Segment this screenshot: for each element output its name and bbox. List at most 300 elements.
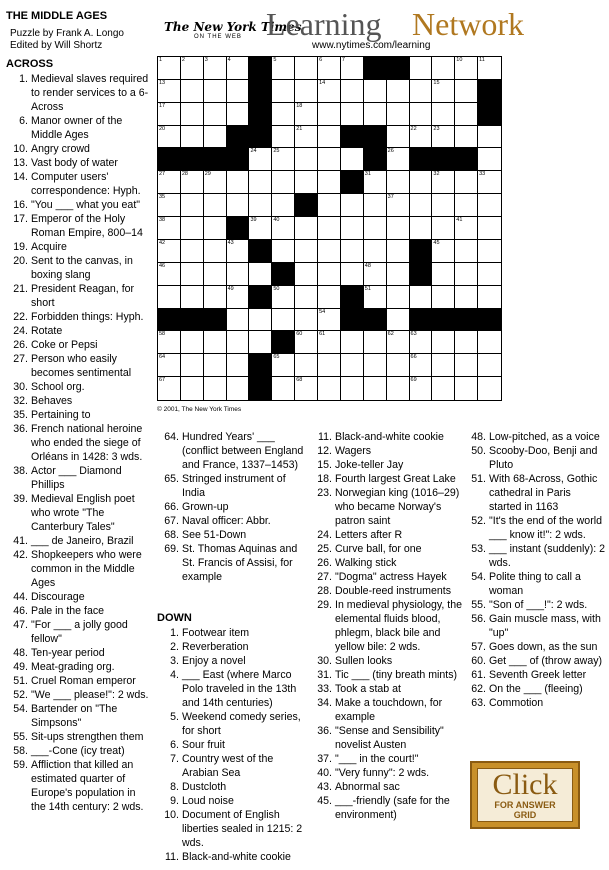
grid-cell[interactable] [227, 80, 250, 103]
answer-grid-button[interactable] [470, 761, 580, 829]
grid-cell[interactable] [432, 377, 455, 400]
clue-number-label: 10. [164, 809, 179, 821]
grid-cell[interactable] [478, 354, 501, 377]
clue-text: Enjoy a novel [182, 655, 246, 667]
grid-cell[interactable] [364, 240, 387, 263]
grid-cell[interactable] [295, 309, 318, 332]
grid-cell[interactable] [387, 263, 410, 286]
grid-cell[interactable] [410, 331, 433, 354]
clue-text: Stringed instrument of India [182, 473, 286, 499]
clue-number: 4 [227, 57, 231, 63]
grid-cell[interactable] [158, 194, 181, 217]
grid-cell[interactable] [249, 217, 272, 240]
grid-cell[interactable] [318, 377, 341, 400]
grid-cell[interactable] [387, 126, 410, 149]
clue-text: "Son of ___!": 2 wds. [489, 599, 588, 611]
grid-cell[interactable] [364, 103, 387, 126]
clue-text: Affliction that killed an estimated quarter of Europe's population in the 14th century: 2 wds. [31, 759, 144, 813]
clue-number-label: 52. [13, 689, 28, 701]
grid-cell[interactable] [341, 331, 364, 354]
clue-number-label: 36. [13, 423, 28, 435]
grid-cell[interactable] [272, 126, 295, 149]
grid-cell[interactable] [181, 126, 204, 149]
across-clue [0, 604, 150, 618]
black-square [341, 171, 364, 194]
grid-cell[interactable] [341, 217, 364, 240]
down-clue [157, 640, 307, 654]
grid-cell[interactable] [364, 80, 387, 103]
clue-number-label: 26. [317, 557, 332, 569]
across-clue [157, 528, 307, 542]
grid-cell[interactable] [387, 148, 410, 171]
grid-cell[interactable] [455, 354, 478, 377]
black-square [249, 126, 272, 149]
grid-cell[interactable] [432, 286, 455, 309]
across-clue [0, 338, 150, 352]
clue-number-label: 10. [13, 143, 28, 155]
grid-cell[interactable] [249, 194, 272, 217]
down-clue [466, 640, 606, 654]
grid-cell[interactable] [341, 377, 364, 400]
grid-cell[interactable] [455, 171, 478, 194]
grid-cell[interactable] [318, 171, 341, 194]
grid-cell[interactable] [204, 57, 227, 80]
clue-text: French national heroine who ended the siege of Orléans in 1428: 3 wds. [31, 423, 143, 463]
grid-cell[interactable] [272, 309, 295, 332]
grid-cell[interactable] [432, 80, 455, 103]
grid-cell[interactable] [158, 263, 181, 286]
grid-cell[interactable] [272, 103, 295, 126]
clue-text: "It's the end of the world ___ know it!": 2 wds. [489, 515, 602, 541]
grid-cell[interactable] [410, 354, 433, 377]
clue-number-label: 47. [13, 619, 28, 631]
black-square [249, 377, 272, 400]
grid-cell[interactable] [318, 331, 341, 354]
grid-cell[interactable] [455, 194, 478, 217]
grid-cell[interactable] [387, 171, 410, 194]
grid-cell[interactable] [432, 171, 455, 194]
clue-number: 5 [273, 57, 277, 63]
across-clue [0, 310, 150, 324]
grid-label: GRID [513, 810, 537, 820]
clue-number: 68 [296, 377, 303, 384]
grid-cell[interactable] [387, 217, 410, 240]
click-label: Click [492, 768, 558, 801]
learning-network-logo[interactable] [160, 4, 602, 56]
clue-number: 54 [319, 308, 326, 315]
clue-number: 50 [273, 285, 280, 292]
down-clues-column-1 [312, 430, 462, 822]
grid-cell[interactable] [432, 331, 455, 354]
clue-text: Get ___ of (throw away) [489, 655, 603, 667]
grid-cell[interactable] [204, 103, 227, 126]
grid-cell[interactable] [387, 240, 410, 263]
grid-cell[interactable] [318, 309, 341, 332]
grid-cell[interactable] [364, 331, 387, 354]
grid-cell[interactable] [432, 263, 455, 286]
clue-number-label: 38. [13, 465, 28, 477]
grid-cell[interactable] [387, 194, 410, 217]
grid-cell[interactable] [227, 240, 250, 263]
grid-cell[interactable] [295, 217, 318, 240]
answer-grid-button-face[interactable] [477, 768, 573, 822]
grid-cell[interactable] [295, 126, 318, 149]
grid-cell[interactable] [204, 286, 227, 309]
grid-cell[interactable] [158, 103, 181, 126]
across-clue [0, 254, 150, 282]
grid-cell[interactable] [272, 194, 295, 217]
grid-cell[interactable] [204, 126, 227, 149]
down-clue [466, 682, 606, 696]
grid-cell[interactable] [295, 331, 318, 354]
clue-number-label: 1. [19, 73, 28, 85]
grid-cell[interactable] [272, 57, 295, 80]
grid-cell[interactable] [341, 240, 364, 263]
site-url[interactable]: www.nytimes.com/learning [312, 40, 431, 51]
clue-number: 35 [159, 194, 166, 201]
grid-cell[interactable] [318, 126, 341, 149]
grid-cell[interactable] [432, 57, 455, 80]
grid-cell[interactable] [364, 377, 387, 400]
clue-number: 31 [364, 171, 371, 178]
grid-cell[interactable] [432, 194, 455, 217]
clue-text: Make a touchdown, for example [335, 697, 443, 723]
logo-network-text: Network [412, 6, 524, 42]
clue-number-label: 57. [471, 641, 486, 653]
clue-number-label: 48. [471, 431, 486, 443]
clue-number-label: 42. [13, 549, 28, 561]
grid-cell[interactable] [158, 331, 181, 354]
grid-cell[interactable] [158, 240, 181, 263]
grid-cell[interactable] [364, 194, 387, 217]
grid-cell[interactable] [227, 263, 250, 286]
grid-cell[interactable] [432, 240, 455, 263]
grid-cell[interactable] [410, 103, 433, 126]
grid-cell[interactable] [158, 80, 181, 103]
grid-cell[interactable] [478, 286, 501, 309]
grid-cell[interactable] [364, 217, 387, 240]
grid-cell[interactable] [455, 57, 478, 80]
down-clue [312, 542, 462, 556]
grid-cell[interactable] [455, 377, 478, 400]
grid-cell[interactable] [227, 286, 250, 309]
clue-text: Polite thing to call a woman [489, 571, 581, 597]
across-clue [157, 500, 307, 514]
down-clue [466, 696, 606, 710]
grid-cell[interactable] [410, 57, 433, 80]
puzzle-title: THE MIDDLE AGES [6, 10, 108, 22]
grid-cell[interactable] [295, 286, 318, 309]
black-square [341, 309, 364, 332]
grid-cell[interactable] [455, 286, 478, 309]
grid-cell[interactable] [204, 331, 227, 354]
clue-number-label: 33. [317, 683, 332, 695]
grid-cell[interactable] [227, 331, 250, 354]
across-clue [0, 660, 150, 674]
black-square [249, 103, 272, 126]
grid-cell[interactable] [341, 263, 364, 286]
grid-cell[interactable] [410, 217, 433, 240]
grid-cell[interactable] [318, 148, 341, 171]
grid-cell[interactable] [318, 57, 341, 80]
across-clue [0, 198, 150, 212]
clue-text: ___ de Janeiro, Brazil [31, 535, 134, 547]
grid-cell[interactable] [204, 377, 227, 400]
clue-number-label: 43. [317, 781, 332, 793]
clue-number-label: 1. [170, 627, 179, 639]
grid-cell[interactable] [478, 171, 501, 194]
grid-cell[interactable] [410, 377, 433, 400]
grid-cell[interactable] [387, 286, 410, 309]
grid-cell[interactable] [387, 354, 410, 377]
grid-cell[interactable] [410, 126, 433, 149]
clue-text: Country west of the Arabian Sea [182, 753, 274, 779]
grid-cell[interactable] [249, 309, 272, 332]
grid-cell[interactable] [478, 217, 501, 240]
grid-cell[interactable] [478, 377, 501, 400]
grid-cell[interactable] [318, 263, 341, 286]
clue-number: 67 [159, 377, 166, 384]
clue-number-label: 27. [317, 571, 332, 583]
grid-cell[interactable] [272, 286, 295, 309]
grid-cell[interactable] [181, 217, 204, 240]
grid-cell[interactable] [318, 286, 341, 309]
black-square [410, 148, 433, 171]
grid-cell[interactable] [227, 103, 250, 126]
grid-cell[interactable] [341, 148, 364, 171]
grid-cell[interactable] [410, 194, 433, 217]
grid-cell[interactable] [295, 103, 318, 126]
clue-number: 37 [387, 194, 394, 201]
across-clue [0, 688, 150, 702]
grid-cell[interactable] [158, 286, 181, 309]
grid-cell[interactable] [249, 171, 272, 194]
grid-cell[interactable] [181, 331, 204, 354]
clue-text: ___-Cone (icy treat) [31, 745, 125, 757]
grid-cell[interactable] [249, 148, 272, 171]
clue-number-label: 11. [165, 851, 179, 863]
black-square [478, 103, 501, 126]
grid-cell[interactable] [181, 57, 204, 80]
grid-cell[interactable] [158, 217, 181, 240]
grid-cell[interactable] [478, 240, 501, 263]
grid-cell[interactable] [432, 354, 455, 377]
clue-text: Commotion [489, 697, 544, 709]
grid-cell[interactable] [478, 57, 501, 80]
grid-cell[interactable] [272, 354, 295, 377]
grid-cell[interactable] [318, 194, 341, 217]
down-clue [312, 682, 462, 696]
grid-cell[interactable] [387, 80, 410, 103]
grid-cell[interactable] [387, 309, 410, 332]
grid-cell[interactable] [387, 103, 410, 126]
grid-cell[interactable] [181, 80, 204, 103]
grid-cell[interactable] [158, 377, 181, 400]
grid-cell[interactable] [478, 263, 501, 286]
down-clues-column-0 [157, 626, 307, 864]
grid-cell[interactable] [272, 171, 295, 194]
grid-cell[interactable] [181, 194, 204, 217]
grid-cell[interactable] [204, 240, 227, 263]
grid-cell[interactable] [272, 240, 295, 263]
logo-learning-text: Learning [266, 6, 382, 42]
across-clue [0, 394, 150, 408]
clue-number-label: 11. [318, 431, 332, 443]
clue-text: ___-friendly (safe for the environment) [335, 795, 450, 821]
grid-cell[interactable] [455, 80, 478, 103]
grid-cell[interactable] [158, 354, 181, 377]
grid-cell[interactable] [181, 263, 204, 286]
clue-number: 18 [296, 102, 303, 109]
grid-cell[interactable] [432, 103, 455, 126]
grid-cell[interactable] [227, 194, 250, 217]
grid-cell[interactable] [432, 217, 455, 240]
across-clue [157, 514, 307, 528]
clue-number-label: 15. [317, 459, 332, 471]
grid-cell[interactable] [204, 80, 227, 103]
grid-cell[interactable] [227, 354, 250, 377]
clue-number: 20 [159, 125, 166, 132]
grid-cell[interactable] [478, 126, 501, 149]
clue-number-label: 54. [471, 571, 486, 583]
black-square [364, 126, 387, 149]
across-clue [0, 380, 150, 394]
grid-cell[interactable] [341, 57, 364, 80]
grid-cell[interactable] [204, 194, 227, 217]
grid-cell[interactable] [295, 148, 318, 171]
grid-cell[interactable] [432, 126, 455, 149]
grid-cell[interactable] [387, 331, 410, 354]
clue-text: Goes down, as the sun [489, 641, 598, 653]
grid-cell[interactable] [478, 148, 501, 171]
grid-cell[interactable] [181, 354, 204, 377]
grid-cell[interactable] [318, 354, 341, 377]
grid-cell[interactable] [227, 377, 250, 400]
clue-text: Ten-year period [31, 647, 105, 659]
clue-number: 11 [479, 57, 485, 63]
clue-number-label: 13. [13, 157, 28, 169]
grid-cell[interactable] [455, 263, 478, 286]
down-clue [312, 696, 462, 724]
grid-cell[interactable] [455, 331, 478, 354]
grid-cell[interactable] [181, 240, 204, 263]
clue-text: Discourage [31, 591, 85, 603]
across-clue [0, 590, 150, 604]
clue-text: On the ___ (fleeing) [489, 683, 583, 695]
clue-number: 17 [159, 102, 166, 109]
grid-cell[interactable] [181, 286, 204, 309]
clue-text: Hundred Years' ___ (conflict between England and France, 1337–1453) [182, 431, 304, 471]
copyright-notice: © 2001, The New York Times [157, 406, 242, 413]
grid-cell[interactable] [455, 240, 478, 263]
grid-cell[interactable] [227, 57, 250, 80]
grid-cell[interactable] [295, 80, 318, 103]
grid-cell[interactable] [181, 103, 204, 126]
grid-cell[interactable] [249, 263, 272, 286]
clue-text: Joke-teller Jay [335, 459, 404, 471]
grid-cell[interactable] [295, 57, 318, 80]
grid-cell[interactable] [295, 240, 318, 263]
across-clue [0, 674, 150, 688]
down-clue [312, 528, 462, 542]
grid-cell[interactable] [341, 103, 364, 126]
grid-cell[interactable] [410, 80, 433, 103]
grid-cell[interactable] [341, 194, 364, 217]
grid-cell[interactable] [364, 171, 387, 194]
grid-cell[interactable] [272, 217, 295, 240]
grid-cell[interactable] [181, 377, 204, 400]
clue-text: Person who easily becomes sentimental [31, 353, 132, 379]
grid-cell[interactable] [318, 240, 341, 263]
grid-cell[interactable] [272, 377, 295, 400]
grid-cell[interactable] [204, 171, 227, 194]
grid-cell[interactable] [272, 80, 295, 103]
grid-cell[interactable] [227, 171, 250, 194]
down-clues-column-2 [466, 430, 606, 710]
clue-text: Medieval slaves required to render services to a 6-Across [31, 73, 149, 113]
clue-number-label: 28. [317, 585, 332, 597]
grid-cell[interactable] [158, 126, 181, 149]
grid-cell[interactable] [158, 171, 181, 194]
black-square [341, 126, 364, 149]
grid-cell[interactable] [410, 286, 433, 309]
grid-cell[interactable] [295, 171, 318, 194]
grid-cell[interactable] [295, 263, 318, 286]
across-clue [0, 352, 150, 380]
grid-cell[interactable] [455, 126, 478, 149]
across-clue [0, 114, 150, 142]
grid-cell[interactable] [204, 217, 227, 240]
clue-number-label: 26. [13, 339, 28, 351]
grid-cell[interactable] [455, 217, 478, 240]
grid-cell[interactable] [341, 80, 364, 103]
grid-cell[interactable] [364, 263, 387, 286]
grid-cell[interactable] [364, 286, 387, 309]
grid-cell[interactable] [387, 377, 410, 400]
down-clue [312, 444, 462, 458]
grid-cell[interactable] [158, 57, 181, 80]
across-clue [0, 240, 150, 254]
grid-cell[interactable] [410, 171, 433, 194]
across-clue [0, 534, 150, 548]
grid-cell[interactable] [455, 103, 478, 126]
grid-cell[interactable] [478, 194, 501, 217]
grid-cell[interactable] [295, 377, 318, 400]
grid-cell[interactable] [227, 309, 250, 332]
across-clue [157, 430, 307, 472]
down-clue [157, 710, 307, 738]
black-square [410, 263, 433, 286]
grid-cell[interactable] [181, 171, 204, 194]
grid-cell[interactable] [478, 331, 501, 354]
grid-cell[interactable] [204, 354, 227, 377]
across-clue [0, 422, 150, 464]
grid-cell[interactable] [364, 354, 387, 377]
grid-cell[interactable] [318, 80, 341, 103]
clue-number-label: 30. [317, 655, 332, 667]
grid-cell[interactable] [204, 263, 227, 286]
grid-cell[interactable] [318, 217, 341, 240]
clue-text: Letters after R [335, 529, 403, 541]
clue-number-label: 69. [164, 543, 179, 555]
grid-cell[interactable] [318, 103, 341, 126]
grid-cell[interactable] [295, 354, 318, 377]
clue-number-label: 39. [13, 493, 28, 505]
grid-cell[interactable] [272, 148, 295, 171]
clue-text: Rotate [31, 325, 63, 337]
grid-cell[interactable] [341, 354, 364, 377]
grid-cell[interactable] [249, 331, 272, 354]
